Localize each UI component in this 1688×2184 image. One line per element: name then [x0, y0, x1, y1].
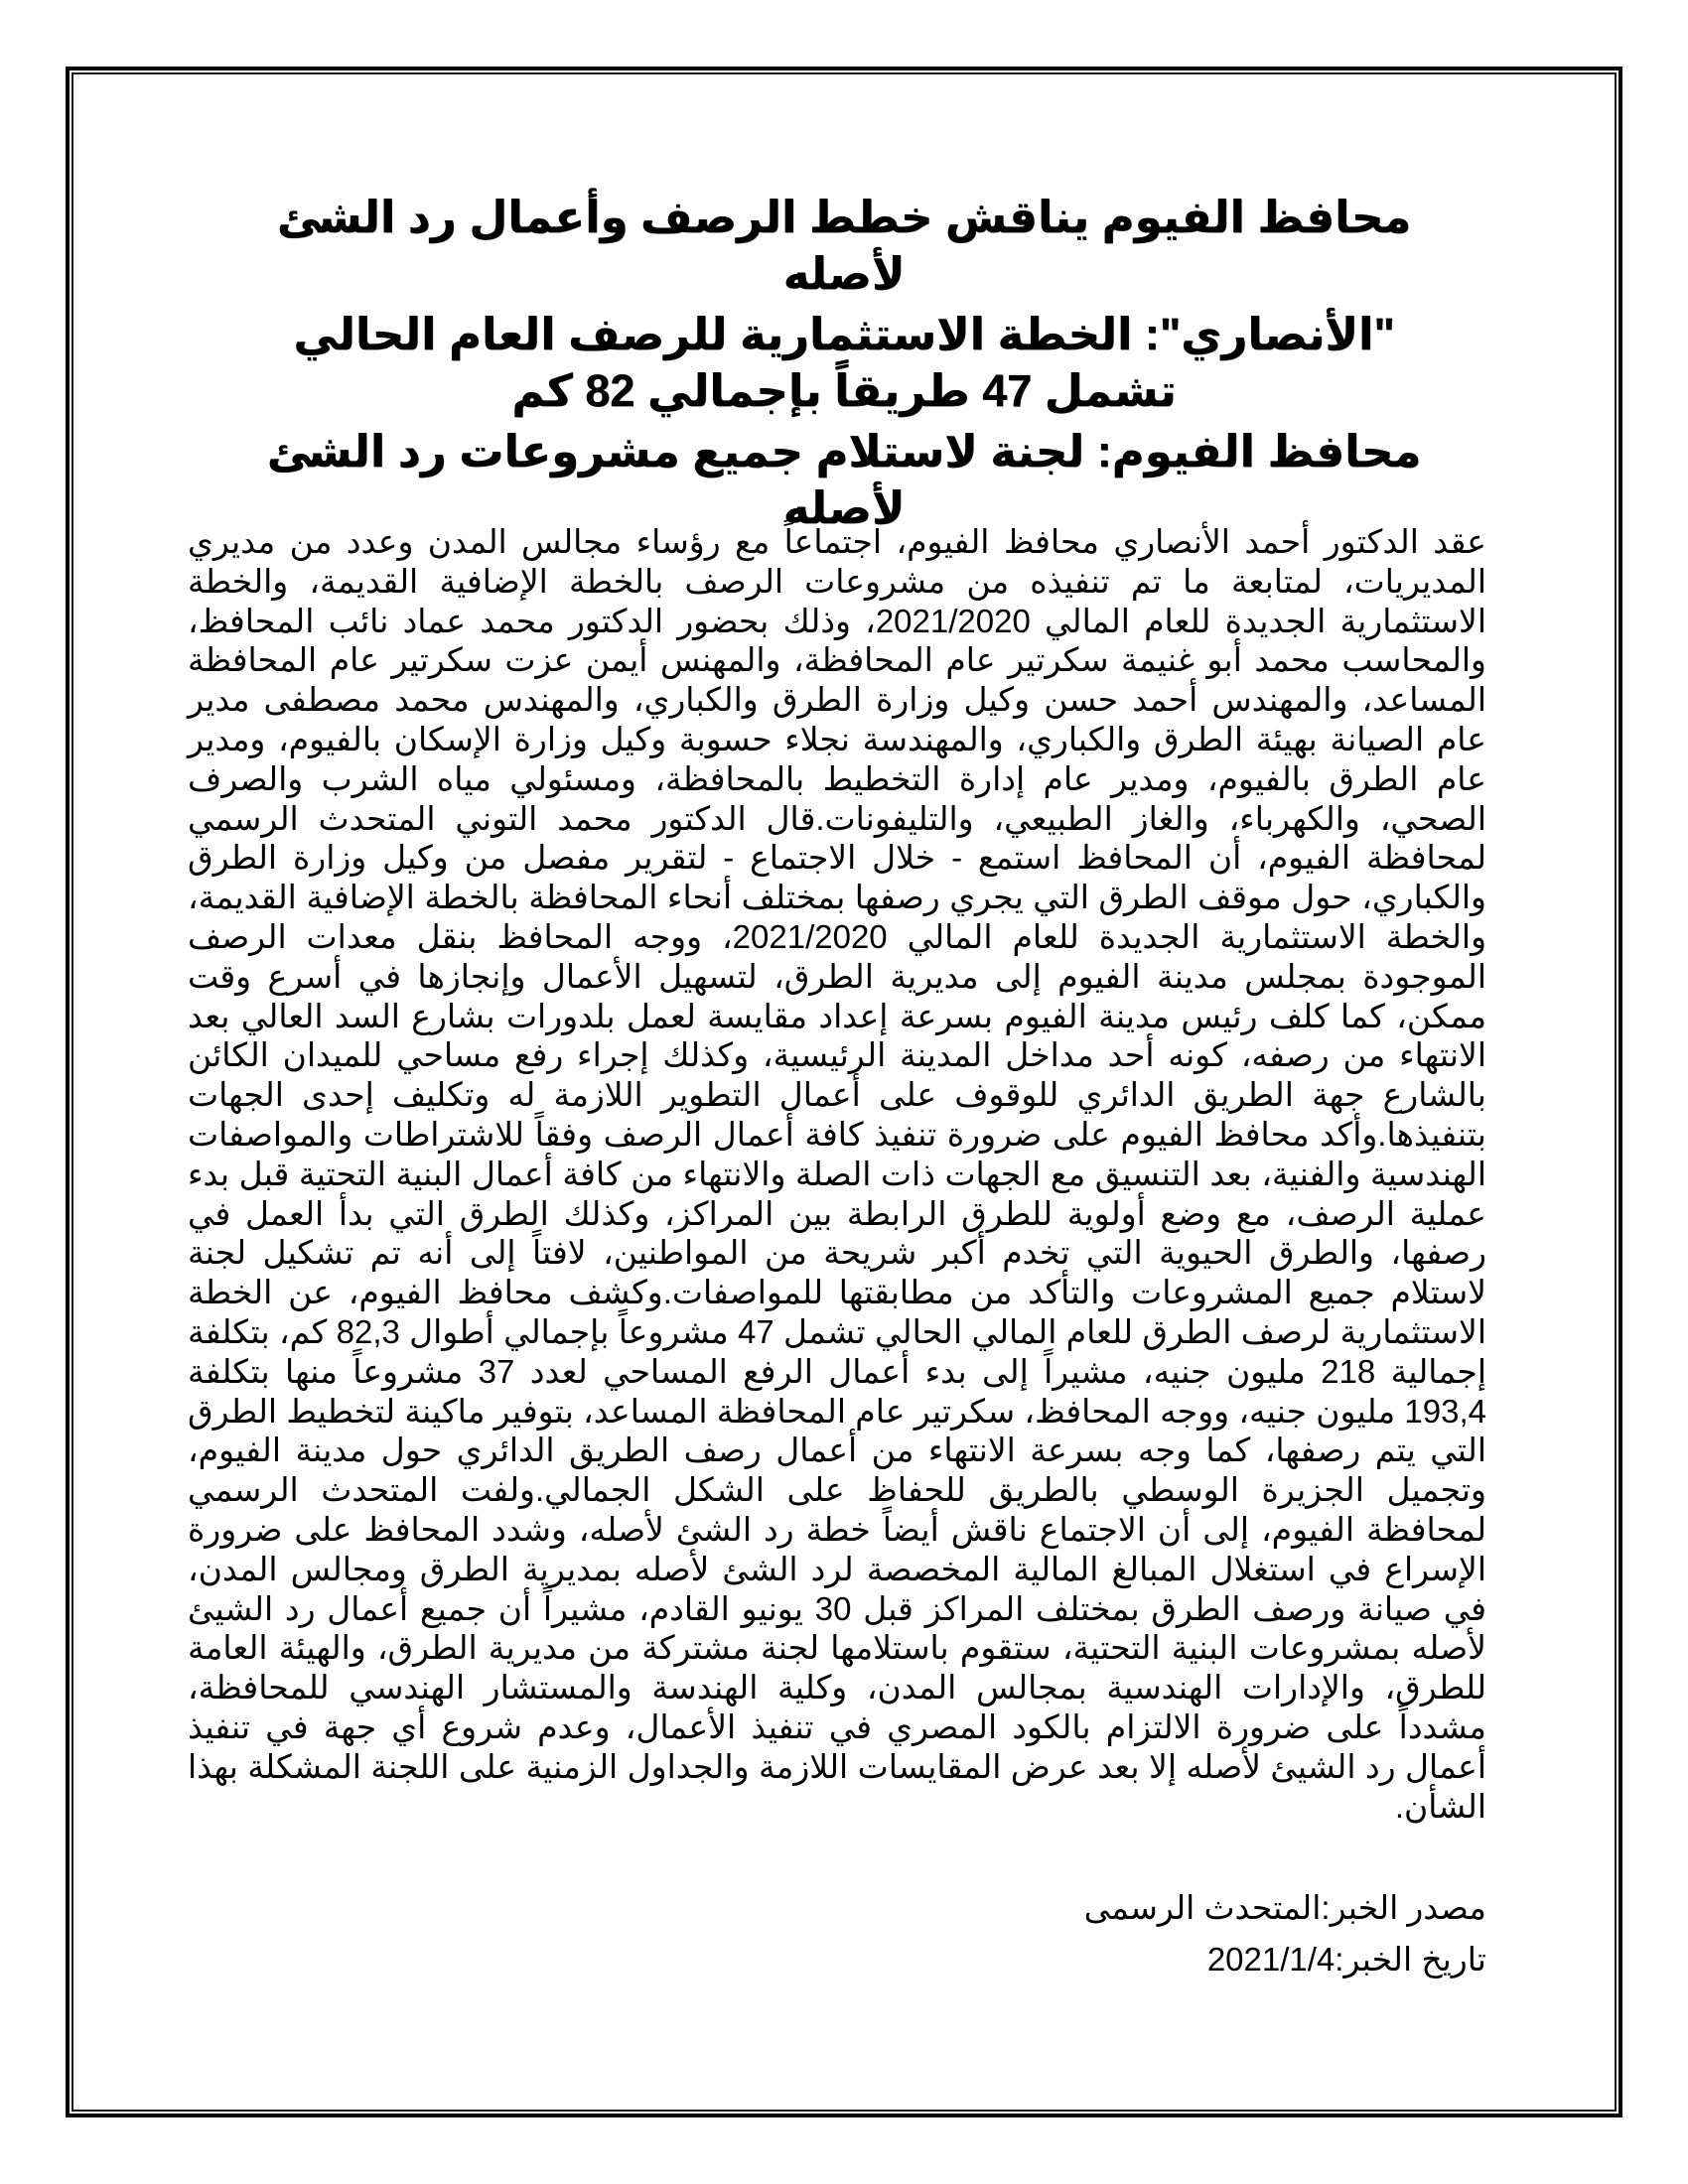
headline-block — [228, 189, 1460, 536]
article-body — [188, 522, 1486, 1826]
headline-main: محافظ الفيوم يناقش خطط الرصف وأعمال رد الشئ لأصله — [276, 192, 1412, 299]
news-source: مصدر الخبر:المتحدث الرسمى — [1083, 1889, 1486, 1926]
news-date: تاريخ الخبر:2021/1/4 — [1206, 1941, 1486, 1978]
headline-secondary: محافظ الفيوم: لجنة لاستلام جميع مشروعات رد الشئ لأصله — [266, 426, 1422, 533]
headline-sub: "الأنصاري": الخطة الاستثمارية للرصف العام الحالي تشمل 47 طريقاً بإجمالي 82 كم — [293, 309, 1395, 416]
article-paragraph: عقد الدكتور أحمد الأنصاري محافظ الفيوم، اجتماعاً مع رؤساء مجالس المدن وعدد من مديري المديريات، لمتابعة ما تم تنفيذه من مشروعات الرصف بالخطة الإضافية القديمة، والخطة الاستثمارية الجديدة للعام المالي 2021/2020، وذلك بحضور الدكتور محمد عماد نائب المحافظ، والمحاسب محمد أبو غنيمة سكرتير عام المحافظة، والمهنس أيمن عزت سكرتير عام المحافظة المساعد، والمهندس أحمد حسن وكيل وزارة الطرق والكباري، والمهندس محمد مصطفى مدير عام الصيانة بهيئة الطرق والكباري، والمهندسة نجلاء حسوبة وكيل وزارة الإسكان بالفيوم، ومدير عام الطرق بالفيوم، ومدير عام إدارة التخطيط بالمحافظة، ومسئولي مياه الشرب والصرف الصحي، والكهرباء، والغاز الطبيعي، والتليفونات.قال الدكتور محمد التوني المتحدث الرسمي لمحافظة الفيوم، أن المحافظ استمع - خلال الاجتماع - لتقرير مفصل من وكيل وزارة الطرق والكباري، حول موقف الطرق التي يجري رصفها بمختلف أنحاء المحافظة بالخطة الإضافية القديمة، والخطة الاستثمارية الجديدة للعام المالي 2021/2020، ووجه المحافظ بنقل معدات الرصف الموجودة بمجلس مدينة الفيوم إلى مديرية الطرق، لتسهيل الأعمال وإنجازها في أسرع وقت ممكن، كما كلف رئيس مدينة الفيوم بسرعة إعداد مقايسة لعمل بلدورات بشارع السد العالي بعد الانتهاء من رصفه، كونه أحد مداخل المدينة الرئيسية، وكذلك إجراء رفع مساحي للميدان الكائن بالشارع جهة الطريق الدائري للوقوف على أعمال التطوير اللازمة له وتكليف إحدى الجهات بتنفيذها.وأكد محافظ الفيوم على ضرورة تنفيذ كافة أعمال الرصف وفقاً للاشتراطات والمواصفات الهندسية والفنية، بعد التنسيق مع الجهات ذات الصلة والانتهاء من كافة أعمال البنية التحتية قبل بدء عملية الرصف، مع وضع أولوية للطرق الرابطة بين المراكز، وكذلك الطرق التي بدأ العمل في رصفها، والطرق الحيوية التي تخدم أكبر شريحة من المواطنين، لافتاً إلى أنه تم تشكيل لجنة لاستلام جميع المشروعات والتأكد من مطابقتها للمواصفات.وكشف محافظ الفيوم، عن الخطة الاستثمارية لرصف الطرق للعام المالي الحالي تشمل 47 مشروعاً بإجمالي أطوال 82,3 كم، بتكلفة إجمالية 218 مليون جنيه، مشيراً إلى بدء أعمال الرفع المساحي لعدد 37 مشروعاً منها بتكلفة 193,4 مليون جنيه، ووجه المحافظ، سكرتير عام المحافظة المساعد، بتوفير ماكينة لتخطيط الطرق التي يتم رصفها، كما وجه بسرعة الانتهاء من أعمال رصف الطريق الدائري حول مدينة الفيوم، وتجميل الجزيرة الوسطي بالطريق للحفاظ على الشكل الجمالي.ولفت المتحدث الرسمي لمحافظة الفيوم، إلى أن الاجتماع ناقش أيضاً خطة رد الشئ لأصله، وشدد المحافظ على ضرورة الإسراع في استغلال المبالغ المالية المخصصة لرد الشئ لأصله بمديرية الطرق ومجالس المدن، في صيانة ورصف الطرق بمختلف المراكز قبل 30 يونيو القادم، مشيراً أن جميع أعمال رد الشيئ لأصله بمشروعات البنية التحتية، ستقوم باستلامها لجنة مشتركة من مديرية الطرق، والهيئة العامة للطرق، والإدارات الهندسية بمجالس المدن، وكلية الهندسة والمستشار الهندسي للمحافظة، مشدداً على ضرورة الالتزام بالكود المصري في تنفيذ الأعمال، وعدم شروع أي جهة في تنفيذ أعمال رد الشيئ لأصله إلا بعد عرض المقايسات اللازمة والجداول الزمنية على اللجنة المشكلة بهذا الشأن. — [188, 523, 1487, 1825]
